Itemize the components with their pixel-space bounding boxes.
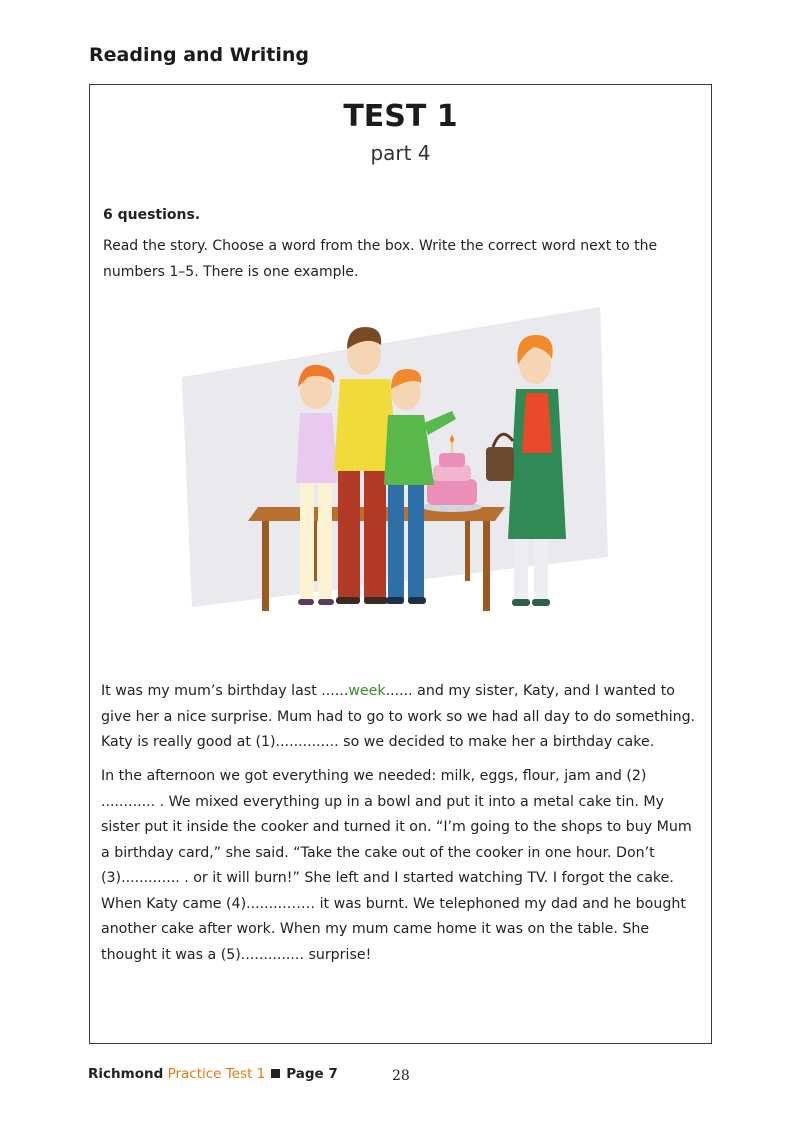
page-label: Page 7	[286, 1066, 338, 1082]
story-paragraph-1	[101, 679, 701, 756]
square-bullet-icon	[271, 1069, 280, 1078]
instructions: Read the story. Choose a word from the box. Write the correct word next to the numbers 1–5. There is one example.	[103, 238, 658, 280]
test-title: TEST 1	[343, 99, 458, 134]
page-number: 28	[392, 1068, 410, 1084]
story-text: In the afternoon we got everything we needed: milk, eggs, flour, jam and (2) ............ . We mixed everything up in a bowl and put it into a metal cake tin. My sister put it inside the cooker and turned it on. “I’m going to the shops to buy Mum a birthday card,” she said. “Take the cake out of the cooker in one hour. Don’t (3)............. . or it will burn!” She left and I started watching TV. I forgot the cake. When Katy came (4).........…… it was burnt. We telephoned my dad and he bought another cake after work. When my mum came home it was on the table. She thought it was a (5).............. surprise!	[101, 768, 692, 963]
brand-name: Richmond	[88, 1066, 164, 1082]
story-text: It was my mum’s birthday last ......	[101, 683, 349, 699]
test-frame	[89, 84, 712, 1044]
story-text: ...... and my sister, Katy, and I wanted to give her a nice surprise. Mum had to go to work so we had all day to do something. Katy is really good at (1).............. so we decided to make her a birthday cake.	[101, 683, 696, 750]
story-paragraph-2	[101, 764, 701, 968]
part-title: part 4	[370, 141, 431, 165]
questions-count: 6 questions.	[103, 207, 201, 223]
footer	[88, 1066, 338, 1082]
section-title: Reading and Writing	[89, 44, 309, 66]
example-answer: week	[348, 683, 386, 699]
series-name: Practice Test 1	[167, 1066, 266, 1082]
birthday-party-illustration	[180, 307, 610, 627]
